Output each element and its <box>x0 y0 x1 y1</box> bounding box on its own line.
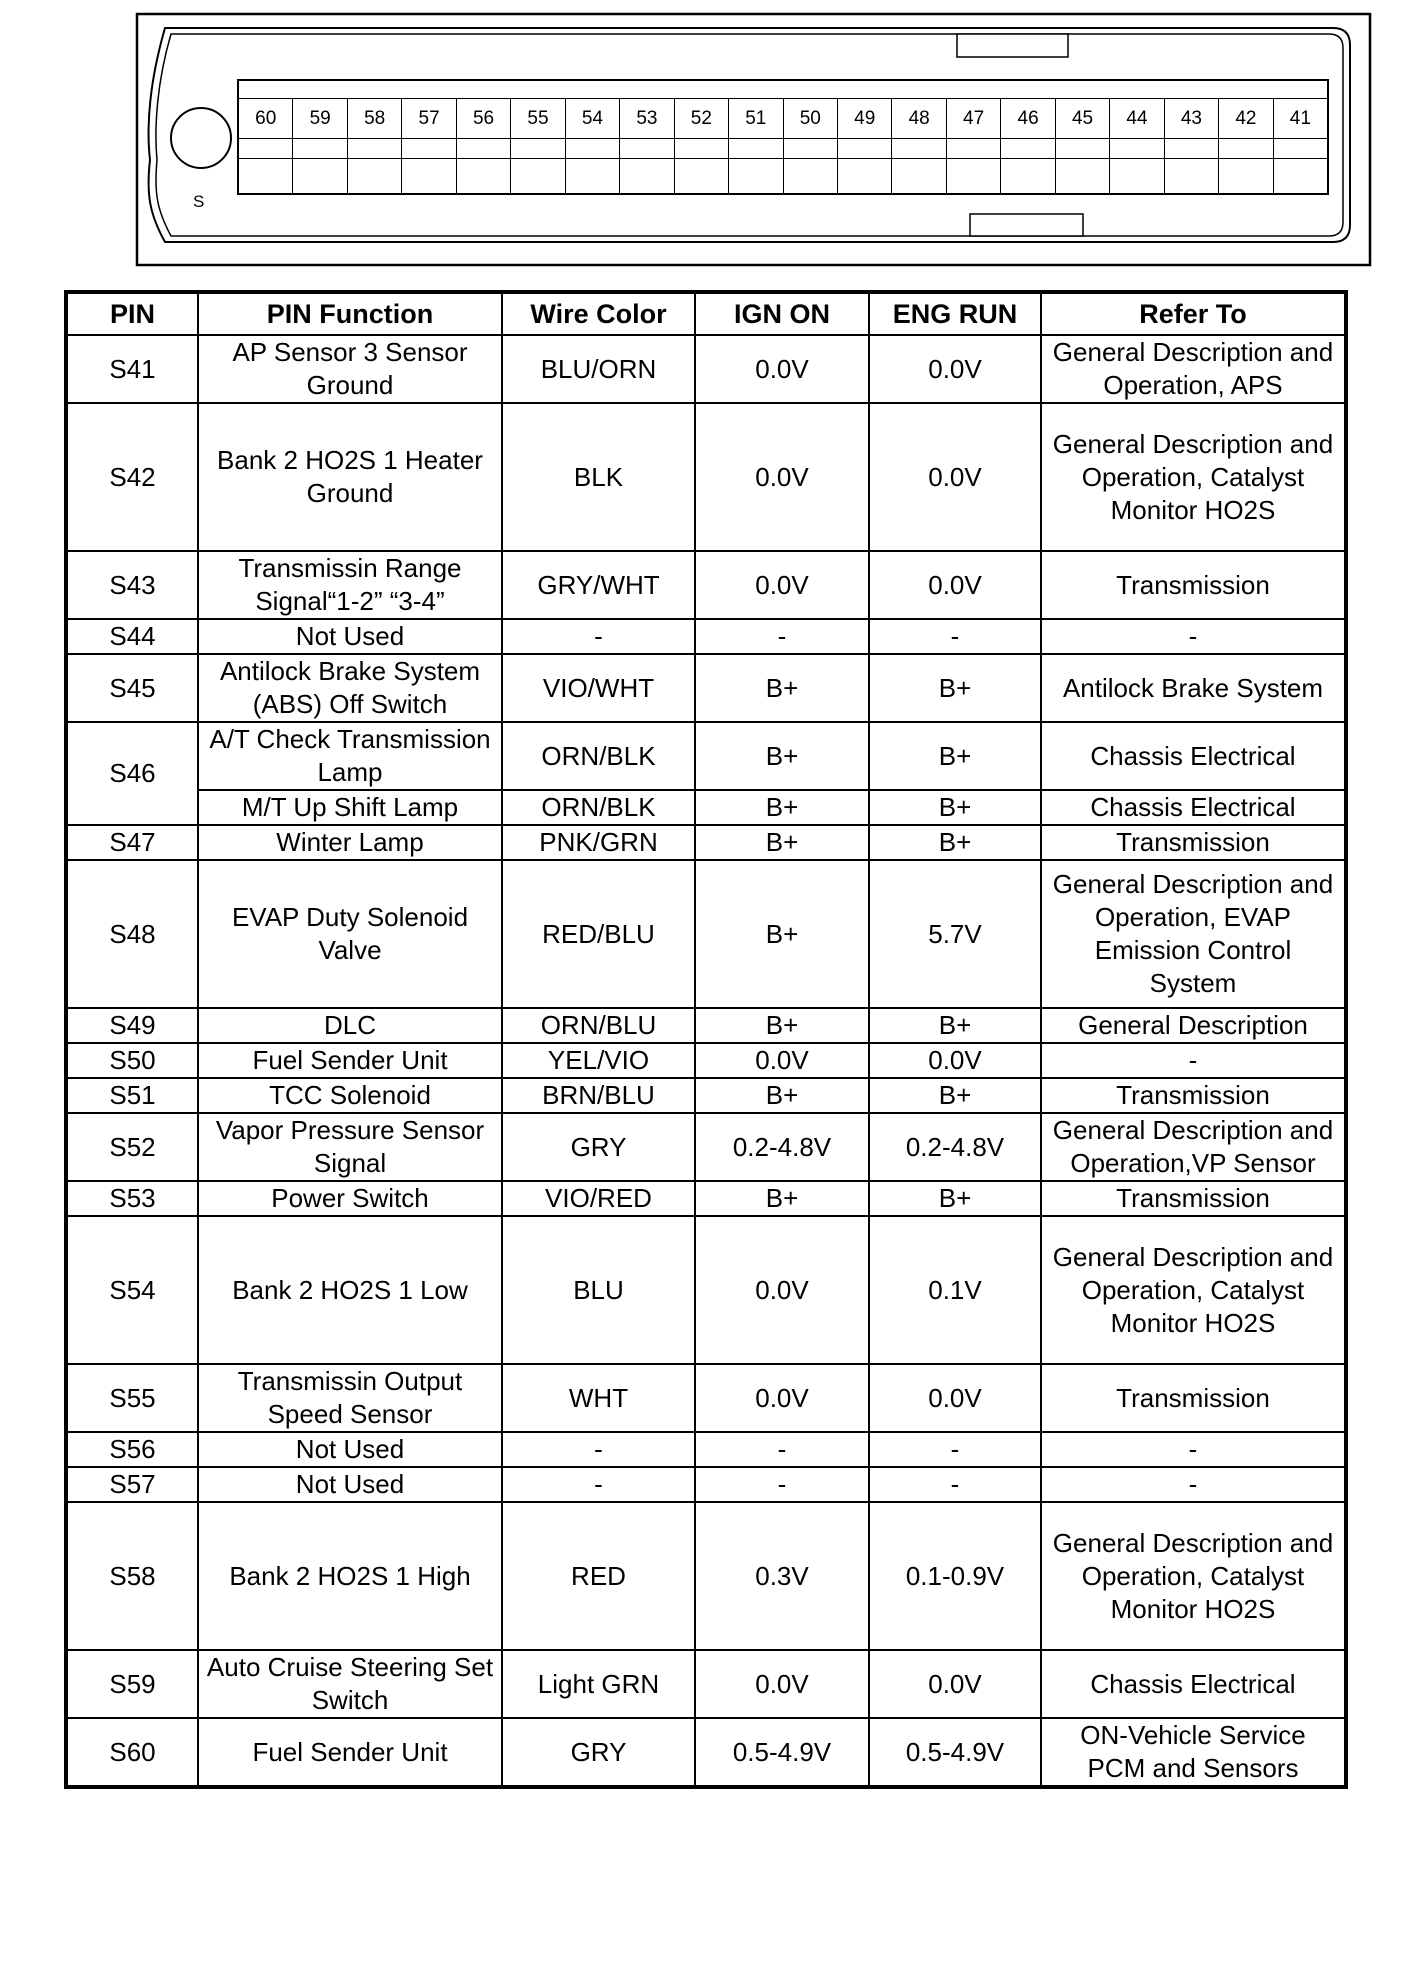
ign-cell: 0.0V <box>695 1216 869 1364</box>
eng-cell: 0.1V <box>869 1216 1041 1364</box>
function-cell: Winter Lamp <box>198 825 502 860</box>
eng-cell: B+ <box>869 1008 1041 1043</box>
pin-cavity <box>402 159 456 193</box>
wire-cell: GRY/WHT <box>502 551 695 619</box>
pin-cavity <box>784 139 838 158</box>
wire-cell: GRY <box>502 1718 695 1787</box>
table-row <box>66 1718 1346 1787</box>
pin-cell: 55 <box>511 99 565 138</box>
ign-cell: 0.2-4.8V <box>695 1113 869 1181</box>
eng-cell: B+ <box>869 654 1041 722</box>
eng-cell: B+ <box>869 825 1041 860</box>
ign-cell: - <box>695 619 869 654</box>
table-row <box>66 335 1346 403</box>
pin-cavity <box>729 139 783 158</box>
refer-cell: Transmission <box>1041 1078 1346 1113</box>
pin-cavity <box>293 139 347 158</box>
pin-cell: 47 <box>947 99 1001 138</box>
pin-cell: S53 <box>66 1181 198 1216</box>
pin-cell: 56 <box>457 99 511 138</box>
ign-cell: B+ <box>695 860 869 1008</box>
table-row <box>66 722 1346 790</box>
wire-cell: BLU/ORN <box>502 335 695 403</box>
pin-cell: S42 <box>66 403 198 551</box>
table-row <box>66 1008 1346 1043</box>
header-pin: PIN <box>66 292 198 335</box>
table-header-row <box>66 292 1346 335</box>
function-cell: Transmissin Output Speed Sensor <box>198 1364 502 1432</box>
pin-cell: S41 <box>66 335 198 403</box>
function-cell: Not Used <box>198 1432 502 1467</box>
pin-cell: 57 <box>402 99 456 138</box>
pin-cavity <box>293 159 347 193</box>
table-row <box>66 1650 1346 1718</box>
pin-cavity <box>348 159 402 193</box>
pin-cell: 46 <box>1001 99 1055 138</box>
pin-cavity <box>892 159 946 193</box>
pin-cell: 59 <box>293 99 347 138</box>
wire-cell: BRN/BLU <box>502 1078 695 1113</box>
refer-cell: General Description and Operation, Catalyst Monitor HO2S <box>1041 1502 1346 1650</box>
pin-cavity <box>1165 139 1219 158</box>
function-cell: Auto Cruise Steering Set Switch <box>198 1650 502 1718</box>
function-cell: TCC Solenoid <box>198 1078 502 1113</box>
pin-cell: S49 <box>66 1008 198 1043</box>
wire-cell: VIO/WHT <box>502 654 695 722</box>
pin-cavity <box>947 139 1001 158</box>
pin-cavity <box>620 139 674 158</box>
pin-cavity <box>402 139 456 158</box>
wire-cell: BLK <box>502 403 695 551</box>
wire-cell: Light GRN <box>502 1650 695 1718</box>
pin-cavity <box>838 159 892 193</box>
pin-cavity <box>1056 139 1110 158</box>
table-row <box>66 654 1346 722</box>
function-cell: Antilock Brake System (ABS) Off Switch <box>198 654 502 722</box>
wire-cell: WHT <box>502 1364 695 1432</box>
pin-cell: S58 <box>66 1502 198 1650</box>
eng-cell: B+ <box>869 1181 1041 1216</box>
eng-cell: - <box>869 1432 1041 1467</box>
header-refer-to: Refer To <box>1041 292 1346 335</box>
pin-cavity <box>566 159 620 193</box>
refer-cell: Chassis Electrical <box>1041 1650 1346 1718</box>
function-cell: M/T Up Shift Lamp <box>198 790 502 825</box>
table-row <box>66 790 1346 825</box>
pin-cavity <box>1001 139 1055 158</box>
eng-cell: 0.0V <box>869 1364 1041 1432</box>
ign-cell: B+ <box>695 1008 869 1043</box>
pin-cell: 41 <box>1289 107 1311 129</box>
refer-cell: - <box>1041 1432 1346 1467</box>
table-row <box>66 551 1346 619</box>
pin-cavity <box>348 139 402 158</box>
pin-cavity <box>1219 159 1273 193</box>
header-ign-on: IGN ON <box>695 292 869 335</box>
refer-cell: Transmission <box>1041 1181 1346 1216</box>
ign-cell: 0.3V <box>695 1502 869 1650</box>
ign-cell: - <box>695 1467 869 1502</box>
header-pin-function: PIN Function <box>198 292 502 335</box>
refer-cell: General Description <box>1041 1008 1346 1043</box>
refer-cell: Transmission <box>1041 825 1346 860</box>
pin-number-row <box>239 99 1327 139</box>
pin-cavity <box>947 159 1001 193</box>
table-row <box>66 403 1346 551</box>
ign-cell: B+ <box>695 825 869 860</box>
connector-diagram <box>0 0 1408 272</box>
pin-cell: 51 <box>729 99 783 138</box>
function-cell: Not Used <box>198 619 502 654</box>
wire-cell: GRY <box>502 1113 695 1181</box>
pin-cell: 42 <box>1219 99 1273 138</box>
refer-cell: General Description and Operation, APS <box>1041 335 1346 403</box>
wire-cell: RED <box>502 1502 695 1650</box>
eng-cell: B+ <box>869 790 1041 825</box>
table-row <box>66 1078 1346 1113</box>
refer-cell: General Description and Operation, Catalyst Monitor HO2S <box>1041 403 1346 551</box>
pin-cavity <box>1274 159 1327 193</box>
pin-cavity <box>457 159 511 193</box>
pin-cell: 60 <box>239 99 293 138</box>
table-row <box>66 1181 1346 1216</box>
refer-cell: - <box>1041 1467 1346 1502</box>
pin-row-blank <box>239 139 1327 159</box>
function-cell: EVAP Duty Solenoid Valve <box>198 860 502 1008</box>
eng-cell: 0.0V <box>869 335 1041 403</box>
eng-cell: B+ <box>869 722 1041 790</box>
connector-pin-grid <box>237 79 1329 195</box>
eng-cell: 0.0V <box>869 403 1041 551</box>
table-row <box>66 1502 1346 1650</box>
table-row <box>66 860 1346 1008</box>
pin-cell: S50 <box>66 1043 198 1078</box>
pin-row-bottom <box>239 159 1327 193</box>
pin-cavity <box>729 159 783 193</box>
refer-cell: General Description and Operation, Catalyst Monitor HO2S <box>1041 1216 1346 1364</box>
function-cell: Fuel Sender Unit <box>198 1043 502 1078</box>
pin-cell: 44 <box>1110 99 1164 138</box>
pin-cell: S51 <box>66 1078 198 1113</box>
pin-cavity <box>1110 159 1164 193</box>
function-cell: Not Used <box>198 1467 502 1502</box>
function-cell: Bank 2 HO2S 1 Heater Ground <box>198 403 502 551</box>
pin-cell: S43 <box>66 551 198 619</box>
pin-cell: S54 <box>66 1216 198 1364</box>
pin-cell: S57 <box>66 1467 198 1502</box>
wire-cell: ORN/BLK <box>502 722 695 790</box>
function-cell: Bank 2 HO2S 1 High <box>198 1502 502 1650</box>
ign-cell: 0.0V <box>695 1364 869 1432</box>
pin-cell: 43 <box>1165 99 1219 138</box>
wire-cell: VIO/RED <box>502 1181 695 1216</box>
table-row <box>66 1113 1346 1181</box>
pin-cavity <box>511 139 565 158</box>
ign-cell: 0.0V <box>695 1043 869 1078</box>
ign-cell: B+ <box>695 722 869 790</box>
eng-cell: 0.2-4.8V <box>869 1113 1041 1181</box>
refer-cell: Transmission <box>1041 1364 1346 1432</box>
ign-cell: 0.5-4.9V <box>695 1718 869 1787</box>
pin-cell: 58 <box>348 99 402 138</box>
table-row <box>66 825 1346 860</box>
pin-cavity <box>1056 159 1110 193</box>
table-row <box>66 1364 1346 1432</box>
header-wire-color: Wire Color <box>502 292 695 335</box>
function-cell: A/T Check Transmission Lamp <box>198 722 502 790</box>
refer-cell: - <box>1041 619 1346 654</box>
pin-cavity <box>892 139 946 158</box>
ign-cell: 0.0V <box>695 403 869 551</box>
function-cell: Bank 2 HO2S 1 Low <box>198 1216 502 1364</box>
pin-cell: 53 <box>620 99 674 138</box>
pin-cavity <box>566 139 620 158</box>
eng-cell: 0.5-4.9V <box>869 1718 1041 1787</box>
ign-cell: 0.0V <box>695 335 869 403</box>
eng-cell: 0.0V <box>869 1650 1041 1718</box>
ign-cell: 0.0V <box>695 551 869 619</box>
header-eng-run: ENG RUN <box>869 292 1041 335</box>
pin-cavity <box>511 159 565 193</box>
wire-cell: ORN/BLK <box>502 790 695 825</box>
pin-cell: S47 <box>66 825 198 860</box>
ign-cell: B+ <box>695 654 869 722</box>
function-cell: Power Switch <box>198 1181 502 1216</box>
function-cell: Fuel Sender Unit <box>198 1718 502 1787</box>
pin-cell: S52 <box>66 1113 198 1181</box>
pin-cavity <box>1219 139 1273 158</box>
function-cell: Transmissin Range Signal“1-2” “3-4” <box>198 551 502 619</box>
pin-cavity <box>1110 139 1164 158</box>
wire-cell: - <box>502 619 695 654</box>
pin-cavity <box>784 159 838 193</box>
refer-cell: Chassis Electrical <box>1041 722 1346 790</box>
refer-cell: Antilock Brake System <box>1041 654 1346 722</box>
pin-cell: 52 <box>675 99 729 138</box>
pin-cell: S60 <box>66 1718 198 1787</box>
ign-cell: B+ <box>695 1181 869 1216</box>
ign-cell: B+ <box>695 1078 869 1113</box>
eng-cell: - <box>869 1467 1041 1502</box>
eng-cell: 0.1-0.9V <box>869 1502 1041 1650</box>
pin-row-top <box>239 81 1327 99</box>
refer-cell: Transmission <box>1041 551 1346 619</box>
table-row <box>66 1432 1346 1467</box>
pin-cell: 54 <box>566 99 620 138</box>
function-cell: AP Sensor 3 Sensor Ground <box>198 335 502 403</box>
wire-cell: - <box>502 1467 695 1502</box>
refer-cell: Chassis Electrical <box>1041 790 1346 825</box>
pin-cavity <box>1274 139 1327 158</box>
ign-cell: - <box>695 1432 869 1467</box>
pin-cavity <box>620 159 674 193</box>
table-row <box>66 1043 1346 1078</box>
ign-cell: B+ <box>695 790 869 825</box>
wire-cell: - <box>502 1432 695 1467</box>
eng-cell: - <box>869 619 1041 654</box>
refer-cell: - <box>1041 1043 1346 1078</box>
pin-cavity <box>239 159 293 193</box>
pin-cell: 45 <box>1056 99 1110 138</box>
wire-cell: ORN/BLU <box>502 1008 695 1043</box>
pin-cavity <box>1165 159 1219 193</box>
refer-cell: General Description and Operation,VP Sensor <box>1041 1113 1346 1181</box>
pin-cell: S46 <box>66 722 198 825</box>
pin-cavity <box>838 139 892 158</box>
wire-cell: RED/BLU <box>502 860 695 1008</box>
table-row <box>66 1467 1346 1502</box>
pin-cell: S44 <box>66 619 198 654</box>
wire-cell: YEL/VIO <box>502 1043 695 1078</box>
eng-cell: 0.0V <box>869 551 1041 619</box>
pin-cell: S45 <box>66 654 198 722</box>
pin-cell: S59 <box>66 1650 198 1718</box>
eng-cell: 5.7V <box>869 860 1041 1008</box>
pin-cavity <box>239 139 293 158</box>
wire-cell: PNK/GRN <box>502 825 695 860</box>
pinout-table <box>64 290 1348 1789</box>
function-cell: DLC <box>198 1008 502 1043</box>
connector-label: S <box>193 192 205 211</box>
refer-cell: ON-Vehicle Service PCM and Sensors <box>1041 1718 1346 1787</box>
eng-cell: 0.0V <box>869 1043 1041 1078</box>
pin-cavity <box>675 139 729 158</box>
table-row <box>66 1216 1346 1364</box>
pin-cell: 48 <box>892 99 946 138</box>
pin-cell: S56 <box>66 1432 198 1467</box>
pin-cell: 50 <box>784 99 838 138</box>
ign-cell: 0.0V <box>695 1650 869 1718</box>
eng-cell: B+ <box>869 1078 1041 1113</box>
pin-cell: S55 <box>66 1364 198 1432</box>
wire-cell: BLU <box>502 1216 695 1364</box>
refer-cell: General Description and Operation, EVAP Emission Control System <box>1041 860 1346 1008</box>
pin-cell: 49 <box>838 99 892 138</box>
pin-cavity <box>1001 159 1055 193</box>
table-row <box>66 619 1346 654</box>
pin-cell: S48 <box>66 860 198 1008</box>
function-cell: Vapor Pressure Sensor Signal <box>198 1113 502 1181</box>
pin-cavity <box>457 139 511 158</box>
pin-cavity <box>675 159 729 193</box>
